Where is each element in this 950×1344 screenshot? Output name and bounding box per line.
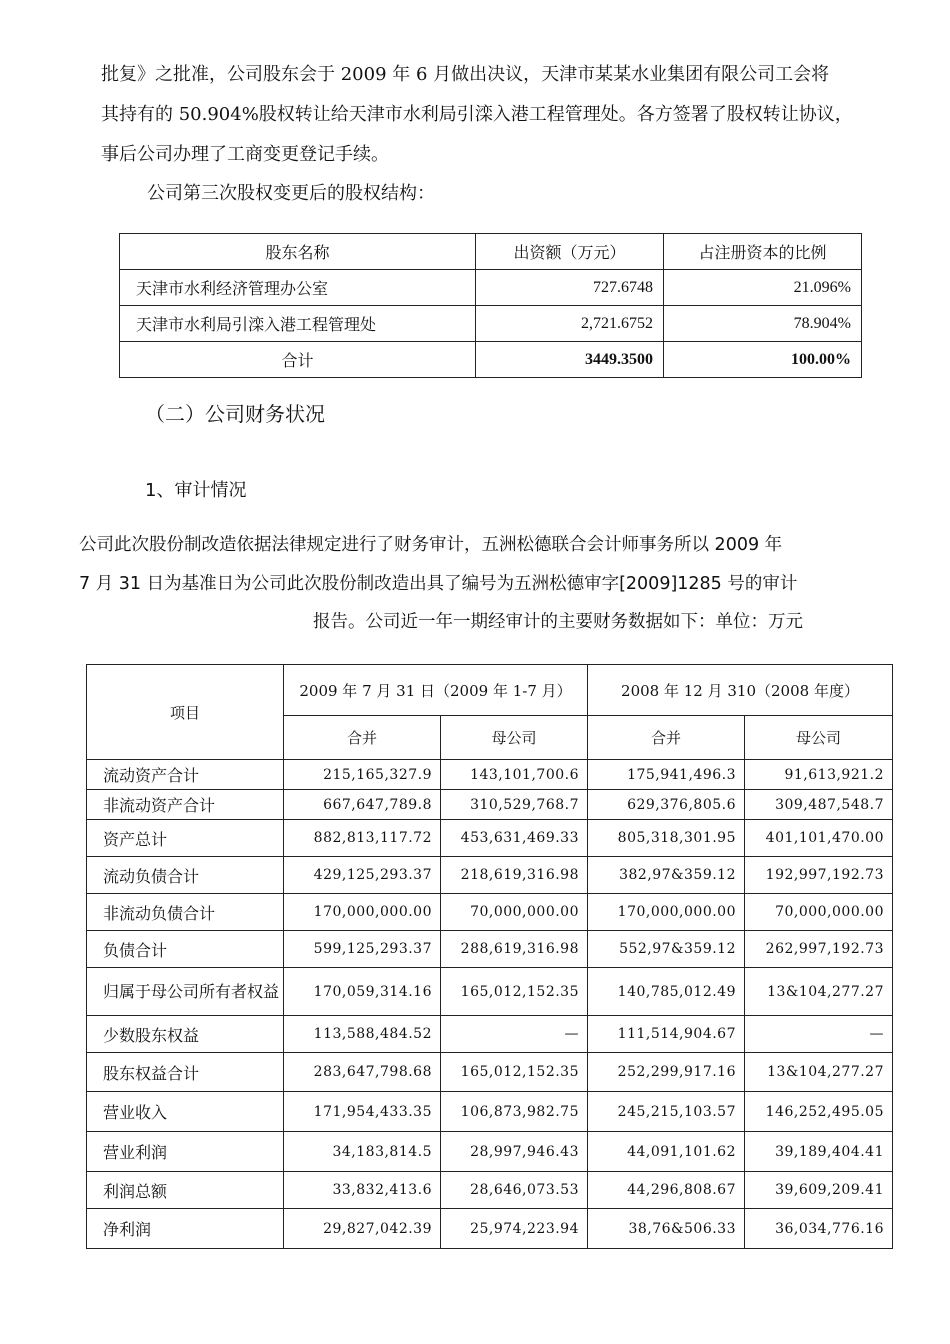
table-total-row (120, 342, 862, 378)
sub-header-consolidated: 合并 (588, 716, 745, 760)
value-cell: 218,619,316.98 (441, 857, 588, 894)
value-cell: 39,609,209.41 (745, 1172, 893, 1209)
value-cell: 552,97&359.12 (588, 931, 745, 968)
audit-line-3: 报告。公司近一年一期经审计的主要财务数据如下：单位：万元 (313, 612, 803, 632)
value-cell: 629,376,805.6 (588, 790, 745, 820)
value-cell: 192,997,192.73 (745, 857, 893, 894)
table-row (87, 820, 893, 857)
section-heading: （二）公司财务状况 (145, 402, 325, 426)
value-cell: 170,059,314.16 (284, 968, 441, 1016)
value-cell: 599,125,293.37 (284, 931, 441, 968)
value-cell: 170,000,000.00 (588, 894, 745, 931)
value-cell: 171,954,433.35 (284, 1092, 441, 1132)
total-contribution: 3449.3500 (476, 342, 664, 378)
value-cell: 113,588,484.52 (284, 1016, 441, 1053)
contribution-value: 727.6748 (476, 270, 664, 306)
value-cell: 25,974,223.94 (441, 1209, 588, 1249)
table-row (87, 1172, 893, 1209)
value-cell: 111,514,904.67 (588, 1016, 745, 1053)
period-header-row (87, 665, 893, 716)
table-row (87, 1092, 893, 1132)
value-cell: 309,487,548.7 (745, 790, 893, 820)
total-ratio: 100.00% (664, 342, 862, 378)
value-cell: 215,165,327.9 (284, 760, 441, 790)
sub-header-parent: 母公司 (745, 716, 893, 760)
value-cell: 283,647,798.68 (284, 1053, 441, 1092)
value-cell: 28,646,073.53 (441, 1172, 588, 1209)
value-cell: 36,034,776.16 (745, 1209, 893, 1249)
financial-data-table (86, 664, 893, 1249)
row-label: 流动负债合计 (87, 857, 284, 894)
value-cell: 382,97&359.12 (588, 857, 745, 894)
table-row (87, 968, 893, 1016)
value-cell: 70,000,000.00 (441, 894, 588, 931)
value-cell: 13&104,277.27 (745, 968, 893, 1016)
value-cell: 44,091,101.62 (588, 1132, 745, 1172)
sub-header-consolidated: 合并 (284, 716, 441, 760)
table-row (87, 1016, 893, 1053)
period-2008-header: 2008 年 12 月 310（2008 年度） (588, 665, 893, 716)
row-label: 股东权益合计 (87, 1053, 284, 1092)
subsection-heading: 1、审计情况 (145, 480, 247, 501)
table-row (87, 1053, 893, 1092)
value-cell: 882,813,117.72 (284, 820, 441, 857)
row-label: 归属于母公司所有者权益 (87, 968, 284, 1016)
table-row (120, 306, 862, 342)
value-cell: 401,101,470.00 (745, 820, 893, 857)
value-cell: 262,997,192.73 (745, 931, 893, 968)
total-label: 合计 (120, 342, 476, 378)
value-cell: 106,873,982.75 (441, 1092, 588, 1132)
table-row (87, 1209, 893, 1249)
value-cell: 170,000,000.00 (284, 894, 441, 931)
table-row (87, 857, 893, 894)
value-cell: 429,125,293.37 (284, 857, 441, 894)
intro-line-1: 批复》之批准，公司股东会于 2009 年 6 月做出决议，天津市某某水业集团有限公司工会将 (101, 64, 830, 85)
table-row (87, 760, 893, 790)
row-label: 流动资产合计 (87, 760, 284, 790)
table-row (87, 790, 893, 820)
intro-line-3: 事后公司办理了工商变更登记手续。 (101, 144, 389, 165)
row-label: 净利润 (87, 1209, 284, 1249)
sub-header-parent: 母公司 (441, 716, 588, 760)
row-label: 负债合计 (87, 931, 284, 968)
value-cell: 140,785,012.49 (588, 968, 745, 1016)
header-contribution: 出资额（万元） (476, 234, 664, 270)
value-cell: 805,318,301.95 (588, 820, 745, 857)
value-cell: — (745, 1016, 893, 1053)
value-cell: — (441, 1016, 588, 1053)
value-cell: 33,832,413.6 (284, 1172, 441, 1209)
table-row (87, 1132, 893, 1172)
ratio-value: 21.096% (664, 270, 862, 306)
value-cell: 175,941,496.3 (588, 760, 745, 790)
audit-line-2: 7 月 31 日为基准日为公司此次股份制改造出具了编号为五洲松德审字[2009]1285 号的审计 (79, 574, 798, 594)
row-label: 非流动资产合计 (87, 790, 284, 820)
table-row (120, 270, 862, 306)
value-cell: 13&104,277.27 (745, 1053, 893, 1092)
value-cell: 38,76&506.33 (588, 1209, 745, 1249)
row-label: 资产总计 (87, 820, 284, 857)
table-row (87, 931, 893, 968)
value-cell: 29,827,042.39 (284, 1209, 441, 1249)
value-cell: 70,000,000.00 (745, 894, 893, 931)
value-cell: 453,631,469.33 (441, 820, 588, 857)
value-cell: 146,252,495.05 (745, 1092, 893, 1132)
value-cell: 39,189,404.41 (745, 1132, 893, 1172)
row-label: 非流动负债合计 (87, 894, 284, 931)
item-header: 项目 (87, 665, 284, 760)
value-cell: 252,299,917.16 (588, 1053, 745, 1092)
value-cell: 44,296,808.67 (588, 1172, 745, 1209)
period-2009-header: 2009 年 7 月 31 日（2009 年 1-7 月） (284, 665, 588, 716)
row-label: 少数股东权益 (87, 1016, 284, 1053)
structure-caption: 公司第三次股权变更后的股权结构： (147, 183, 435, 204)
header-ratio: 占注册资本的比例 (664, 234, 862, 270)
row-label: 营业收入 (87, 1092, 284, 1132)
value-cell: 310,529,768.7 (441, 790, 588, 820)
value-cell: 28,997,946.43 (441, 1132, 588, 1172)
value-cell: 143,101,700.6 (441, 760, 588, 790)
value-cell: 34,183,814.5 (284, 1132, 441, 1172)
value-cell: 165,012,152.35 (441, 1053, 588, 1092)
table-row (87, 894, 893, 931)
value-cell: 288,619,316.98 (441, 931, 588, 968)
shareholder-name: 天津市水利局引滦入港工程管理处 (120, 306, 476, 342)
audit-line-1: 公司此次股份制改造依据法律规定进行了财务审计，五洲松德联合会计师事务所以 2009 年 (79, 535, 783, 555)
ratio-value: 78.904% (664, 306, 862, 342)
value-cell: 667,647,789.8 (284, 790, 441, 820)
header-shareholder: 股东名称 (120, 234, 476, 270)
equity-structure-table (119, 233, 862, 378)
row-label: 营业利润 (87, 1132, 284, 1172)
value-cell: 91,613,921.2 (745, 760, 893, 790)
table-header-row (120, 234, 862, 270)
row-label: 利润总额 (87, 1172, 284, 1209)
value-cell: 165,012,152.35 (441, 968, 588, 1016)
intro-line-2: 其持有的 50.904%股权转让给天津市水利局引滦入港工程管理处。各方签署了股权转让协议， (101, 104, 853, 125)
value-cell: 245,215,103.57 (588, 1092, 745, 1132)
shareholder-name: 天津市水利经济管理办公室 (120, 270, 476, 306)
contribution-value: 2,721.6752 (476, 306, 664, 342)
